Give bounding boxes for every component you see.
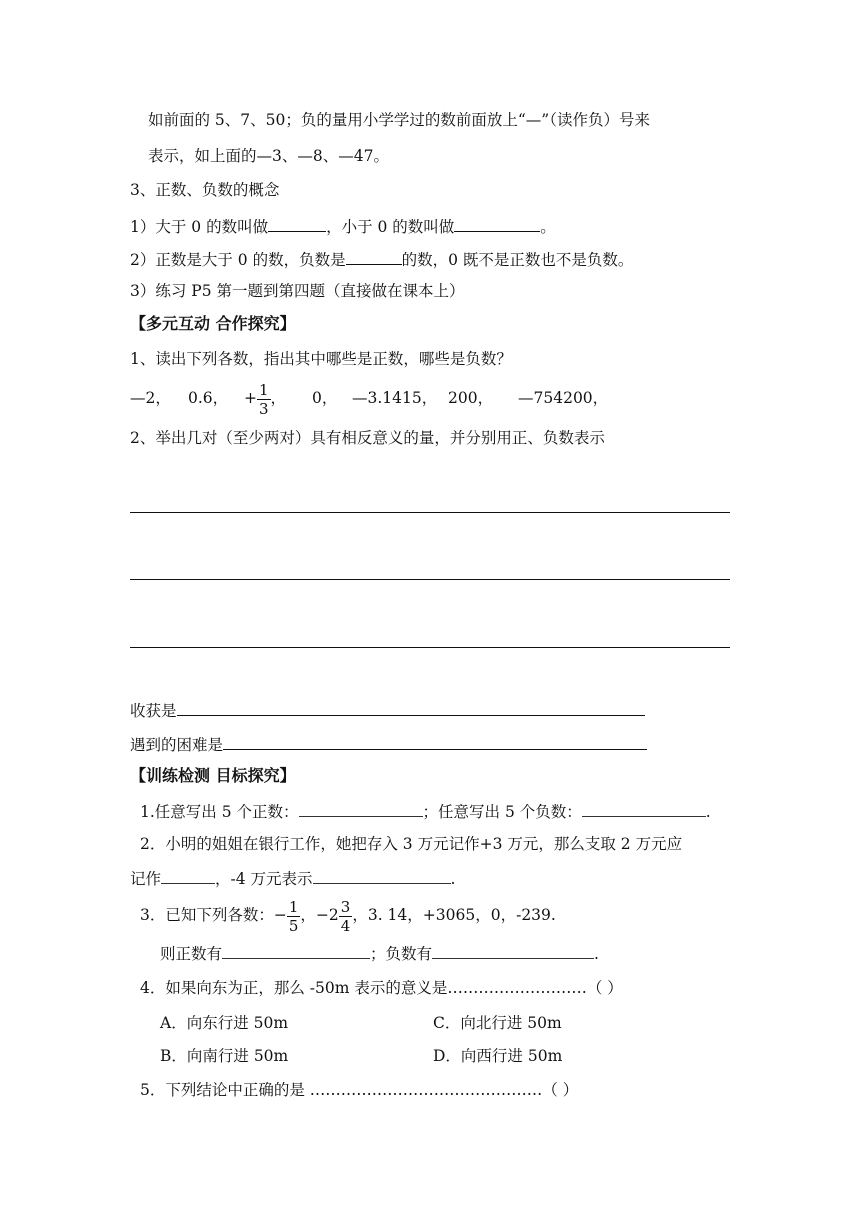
training-q1-text-b: ；任意写出 5 个负数： bbox=[422, 803, 582, 821]
option-b[interactable]: B．向南行进 50m bbox=[160, 1047, 289, 1065]
concept-item-3: 3）练习 P5 第一题到第四题（直接做在课本上） bbox=[130, 282, 465, 300]
fraction-2-numerator: 3 bbox=[340, 897, 351, 916]
section-training-title: 【训练检测 目标探究】 bbox=[130, 766, 296, 785]
fraction-one-fifth bbox=[287, 898, 301, 935]
gain-blank[interactable] bbox=[177, 698, 645, 716]
training-q3-end: . bbox=[594, 945, 599, 963]
fraction-1-denominator: 5 bbox=[288, 916, 299, 935]
gain-row bbox=[130, 698, 645, 721]
answer-line-3[interactable] bbox=[130, 647, 730, 648]
training-question-2-line-2 bbox=[130, 868, 455, 889]
number-3-comma: ， bbox=[270, 389, 287, 407]
intro-line-1: 如前面的 5、7、50；负的量用小学学过的数前面放上“—”（读作负）号来 bbox=[148, 111, 650, 129]
training-q2-text-d: . bbox=[450, 870, 456, 888]
number-list bbox=[130, 376, 608, 420]
option-a[interactable]: A．向东行进 50m bbox=[160, 1014, 289, 1032]
blank-negative-definition[interactable] bbox=[346, 247, 402, 265]
fraction-1-sign: − bbox=[273, 906, 287, 924]
blank-positive-numbers[interactable] bbox=[222, 943, 370, 959]
option-c[interactable]: C．向北行进 50m bbox=[433, 1014, 562, 1032]
number-3-sign: + bbox=[244, 389, 257, 407]
blank-withdraw-record[interactable] bbox=[161, 868, 215, 884]
concept-heading: 3、正数、负数的概念 bbox=[130, 181, 280, 199]
blank-positive-term[interactable] bbox=[268, 214, 326, 232]
training-q1-text-c: . bbox=[705, 803, 711, 821]
training-question-1 bbox=[140, 801, 711, 822]
blank-negative-term[interactable] bbox=[454, 214, 540, 232]
training-q3-separator: ， bbox=[300, 906, 316, 924]
concept-item-2-text-b: 的数，0 既不是正数也不是负数。 bbox=[401, 251, 634, 269]
number-3 bbox=[244, 376, 312, 420]
concept-item-1-text-c: 。 bbox=[540, 218, 556, 236]
fraction-2-whole: −2 bbox=[315, 906, 339, 924]
gain-label: 收获是 bbox=[130, 702, 177, 720]
difficulty-blank[interactable] bbox=[223, 732, 647, 750]
training-q2-text-b: 记作 bbox=[130, 870, 162, 888]
training-question-4: 4．如果向东为正，那么 -50m 表示的意义是………………………（ ） bbox=[140, 979, 623, 997]
negative-answer-label: ；负数有 bbox=[370, 945, 433, 963]
number-2: 0.6， bbox=[188, 389, 229, 407]
number-5: —3.1415， bbox=[352, 389, 438, 407]
blank-negative-numbers[interactable] bbox=[432, 943, 594, 959]
blank-minus-four-meaning[interactable] bbox=[313, 868, 451, 884]
number-7: —754200， bbox=[518, 389, 609, 407]
training-q3-rest: ，3. 14，+3065，0，-239. bbox=[352, 906, 556, 924]
answer-line-2[interactable] bbox=[130, 579, 730, 580]
blank-five-positives[interactable] bbox=[299, 801, 423, 817]
fraction-denominator: 3 bbox=[259, 399, 269, 418]
section-interaction-title: 【多元互动 合作探究】 bbox=[130, 314, 296, 333]
difficulty-row bbox=[130, 732, 647, 755]
fraction-numerator: 1 bbox=[259, 380, 269, 399]
positive-answer-label: 则正数有 bbox=[160, 945, 223, 963]
interaction-question-2: 2、举出几对（至少两对）具有相反意义的量，并分别用正、负数表示 bbox=[130, 429, 605, 447]
training-question-2-line-1: 2．小明的姐姐在银行工作，她把存入 3 万元记作+3 万元，那么支取 2 万元应 bbox=[140, 835, 683, 853]
answer-line-1[interactable] bbox=[130, 512, 730, 513]
concept-item-1-text-b: ，小于 0 的数叫做 bbox=[326, 218, 455, 236]
fraction-1-numerator: 1 bbox=[288, 897, 299, 916]
fraction-one-third bbox=[257, 381, 271, 418]
training-q2-text-c: ，-4 万元表示 bbox=[215, 870, 313, 888]
difficulty-label: 遇到的困难是 bbox=[130, 736, 224, 754]
option-d[interactable]: D．向西行进 50m bbox=[433, 1047, 563, 1065]
blank-five-negatives[interactable] bbox=[582, 801, 706, 817]
number-6: 200， bbox=[448, 389, 494, 407]
interaction-question-1: 1、读出下列各数，指出其中哪些是正数，哪些是负数？ bbox=[130, 350, 512, 368]
training-q3-text-a: 3．已知下列各数： bbox=[140, 906, 274, 924]
training-question-5: 5．下列结论中正确的是 ………………………………………（ ） bbox=[140, 1081, 579, 1099]
concept-item-2-text-a: 2）正数是大于 0 的数，负数是 bbox=[130, 251, 346, 269]
training-question-3 bbox=[140, 892, 556, 938]
concept-item-1-text-a: 1）大于 0 的数叫做 bbox=[130, 218, 269, 236]
intro-line-2: 表示，如上面的—3、—8、—47。 bbox=[148, 147, 389, 165]
fraction-three-quarters bbox=[339, 898, 353, 935]
concept-item-2 bbox=[130, 247, 633, 270]
number-1: —2， bbox=[130, 389, 171, 407]
number-4: 0， bbox=[312, 389, 338, 407]
training-q1-text-a: 1.任意写出 5 个正数： bbox=[140, 803, 299, 821]
training-question-3-answers bbox=[160, 943, 599, 964]
fraction-2-denominator: 4 bbox=[340, 916, 351, 935]
concept-item-1 bbox=[130, 214, 556, 237]
